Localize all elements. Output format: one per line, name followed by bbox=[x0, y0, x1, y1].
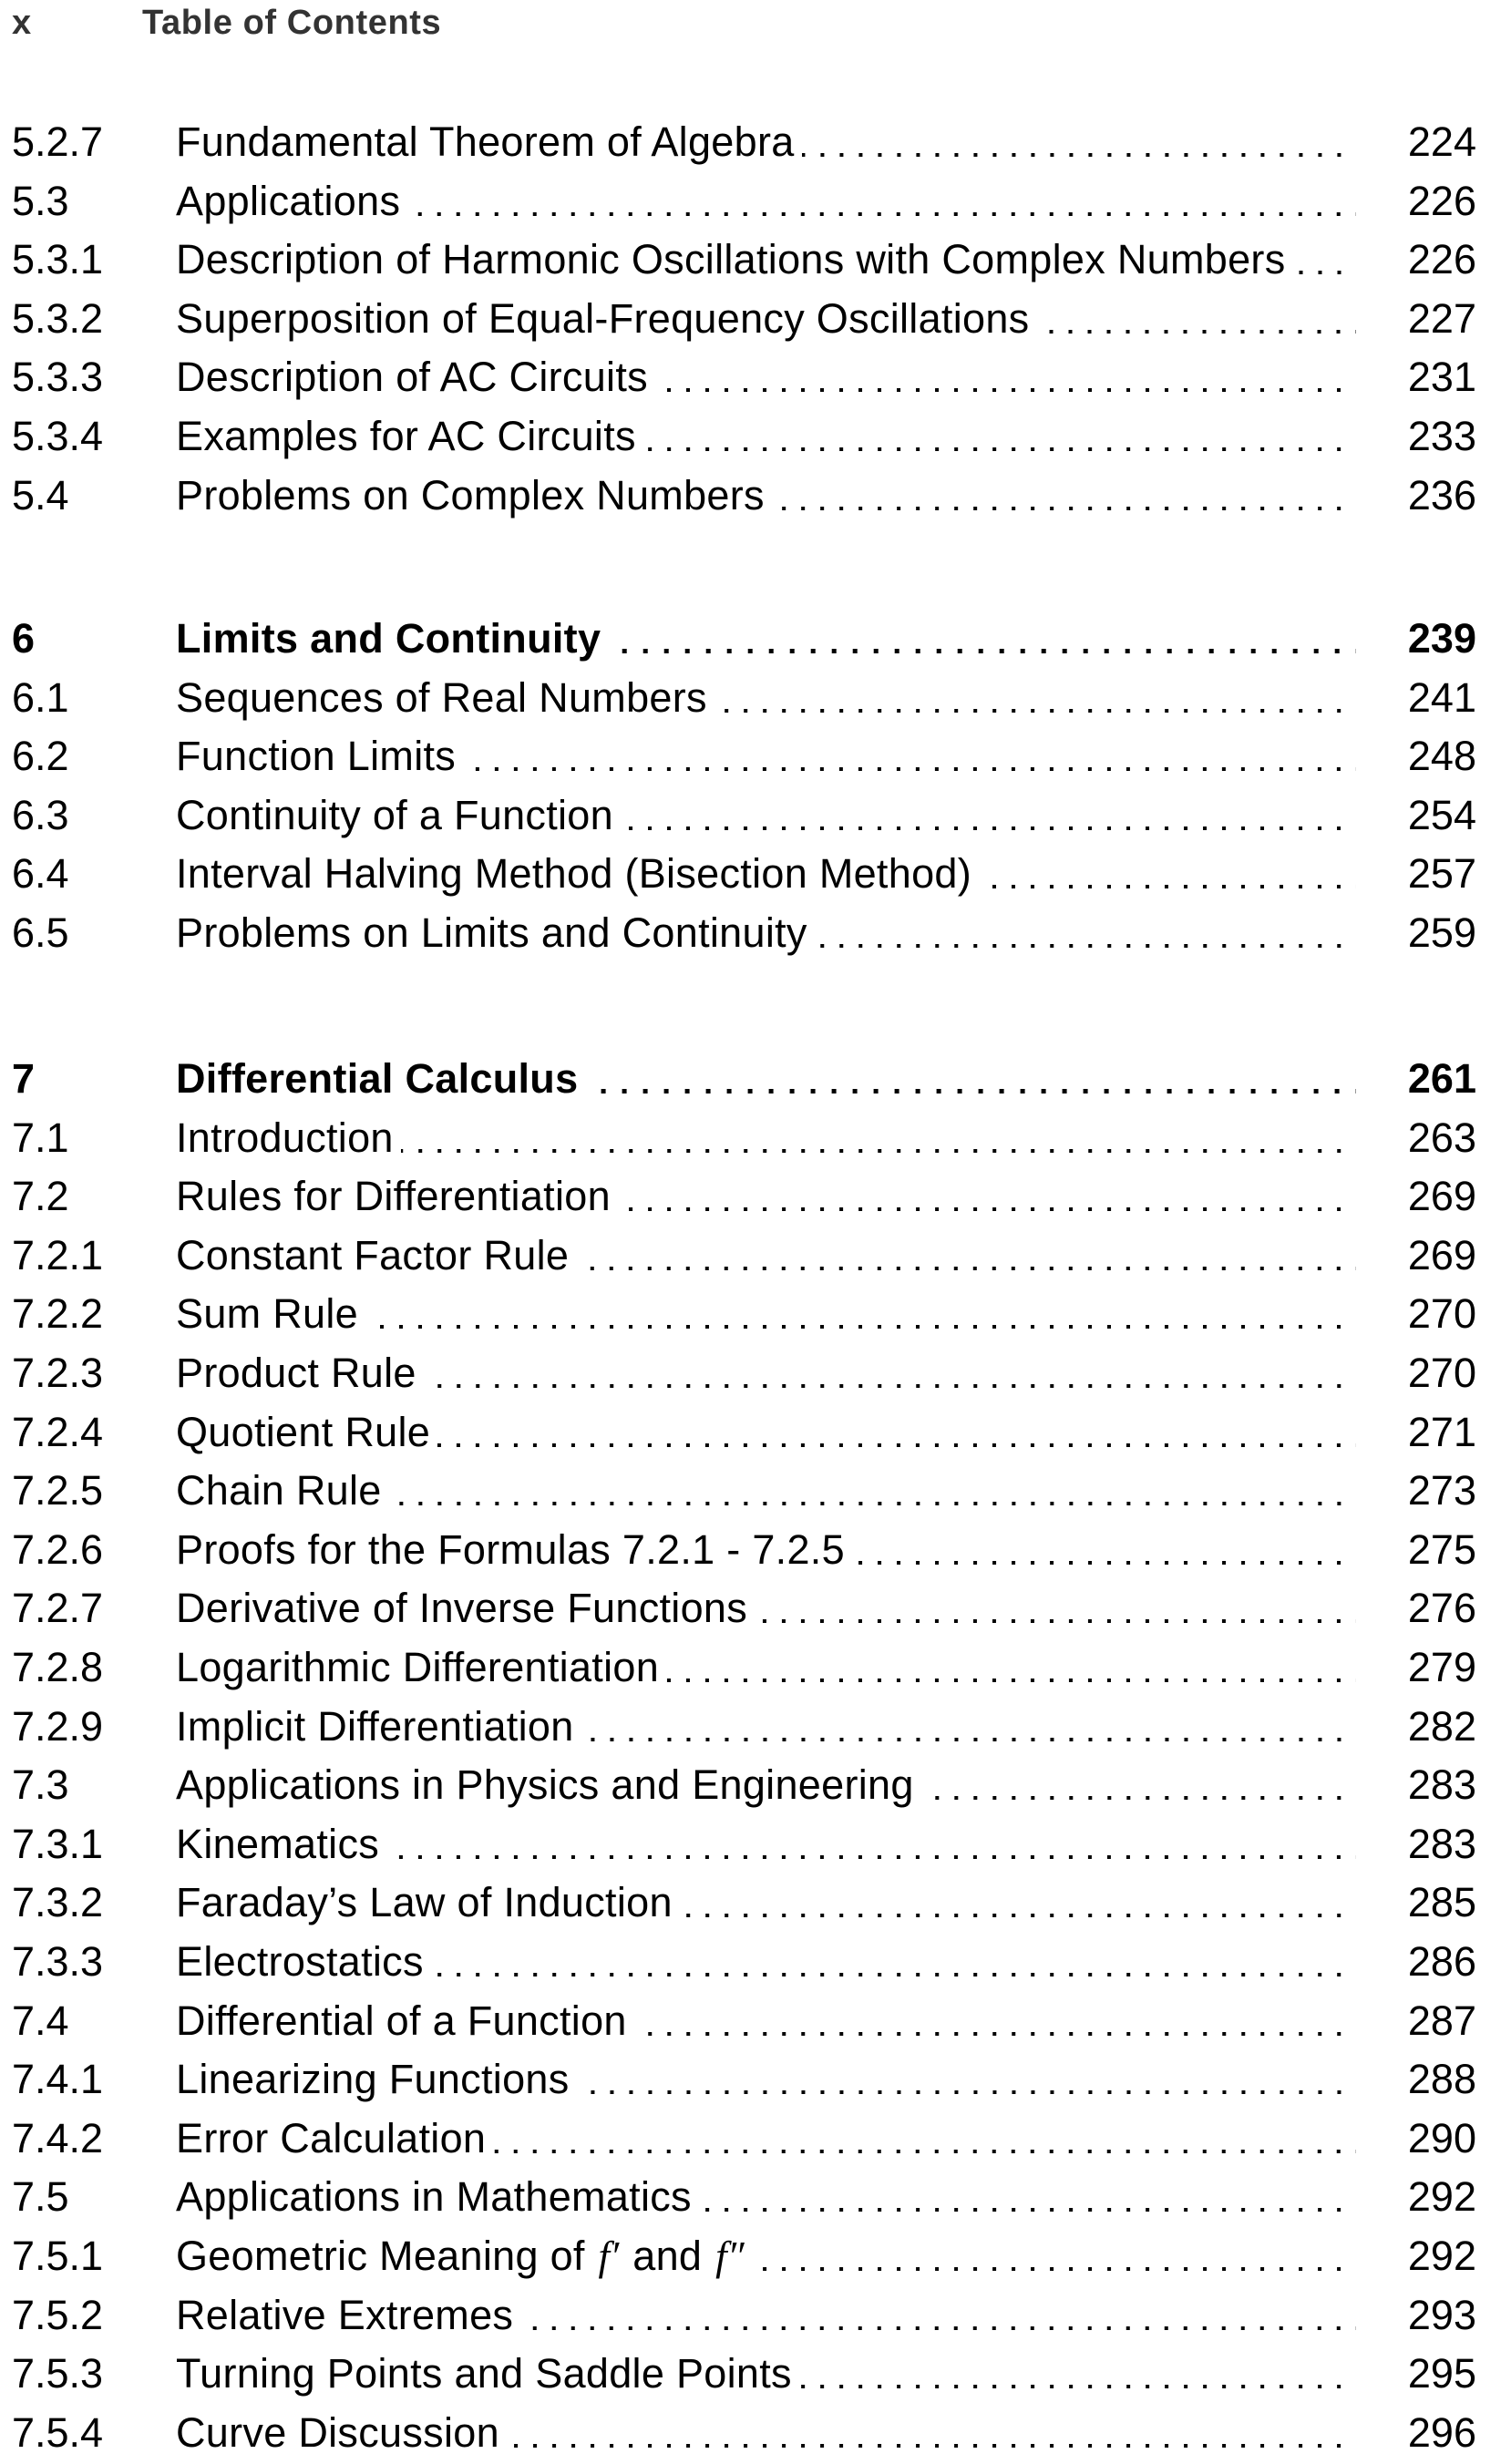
dot-leader bbox=[576, 1227, 1356, 1286]
dot-leader bbox=[852, 1521, 1356, 1580]
toc-section-entry[interactable] bbox=[12, 845, 1476, 904]
toc-entry-page-number: 286 bbox=[1407, 1938, 1476, 1985]
toc-entry-title: Continuity of a Function bbox=[176, 791, 613, 838]
toc-section-entry[interactable] bbox=[12, 1462, 1476, 1521]
toc-entry-page-number: 259 bbox=[1407, 909, 1476, 957]
toc-entry-page-number: 239 bbox=[1407, 615, 1476, 662]
toc-entry-number: 7.2.6 bbox=[12, 1525, 104, 1573]
toc-section-entry[interactable] bbox=[12, 2345, 1476, 2404]
toc-entry-number: 6.4 bbox=[12, 850, 69, 898]
toc-entry-title: Fundamental Theorem of Algebra bbox=[176, 118, 795, 166]
toc-entry-title: Applications in Mathematics bbox=[176, 2173, 692, 2221]
toc-entry-number: 7.2.8 bbox=[12, 1644, 104, 1691]
toc-entry-page-number: 287 bbox=[1407, 1997, 1476, 2044]
toc-entry-number: 7.2.1 bbox=[12, 1231, 104, 1278]
toc-entry-page-number: 257 bbox=[1407, 850, 1476, 898]
toc-entry-page-number: 270 bbox=[1407, 1350, 1476, 1397]
toc-entry-number: 7.1 bbox=[12, 1114, 69, 1161]
toc-entry-number: 7.4 bbox=[12, 1997, 69, 2044]
toc-entry-title-text: Geometric Meaning of bbox=[176, 2232, 597, 2279]
toc-section-entry[interactable] bbox=[12, 1579, 1476, 1638]
toc-entry-number: 6.3 bbox=[12, 791, 69, 838]
toc-section-entry[interactable] bbox=[12, 2110, 1476, 2169]
toc-entry-number: 7.3.1 bbox=[12, 1820, 104, 1867]
dot-leader bbox=[1293, 231, 1357, 290]
toc-section-entry[interactable] bbox=[12, 172, 1476, 231]
toc-entry-page-number: 283 bbox=[1407, 1820, 1476, 1867]
dot-leader bbox=[754, 2227, 1356, 2286]
toc-entry-page-number: 261 bbox=[1407, 1055, 1476, 1103]
dot-leader bbox=[581, 1698, 1356, 1757]
toc-section-entry[interactable] bbox=[12, 1403, 1476, 1463]
toc-entry-number: 7.2.3 bbox=[12, 1350, 104, 1397]
toc-entry-number: 7.5.4 bbox=[12, 2408, 104, 2456]
toc-entry-title: Product Rule bbox=[176, 1350, 416, 1397]
toc-section-entry[interactable] bbox=[12, 231, 1476, 290]
dot-leader bbox=[594, 1050, 1356, 1109]
toc-entry-number: 7.5.1 bbox=[12, 2232, 104, 2279]
toc-entry-title: Problems on Limits and Continuity bbox=[176, 909, 807, 957]
toc-chapter-entry[interactable] bbox=[12, 610, 1476, 669]
dot-leader bbox=[815, 904, 1356, 963]
toc-section-entry[interactable] bbox=[12, 1638, 1476, 1698]
toc-section-entry[interactable] bbox=[12, 1344, 1476, 1403]
dot-leader bbox=[979, 845, 1356, 904]
toc-entry-page-number: 275 bbox=[1407, 1525, 1476, 1573]
dot-leader bbox=[666, 1638, 1356, 1698]
toc-entry-page-number: 263 bbox=[1407, 1114, 1476, 1161]
toc-entry-page-number: 269 bbox=[1407, 1231, 1476, 1278]
toc-entry-title: Chain Rule bbox=[176, 1467, 382, 1514]
toc-entry-number: 7.2.9 bbox=[12, 1702, 104, 1750]
toc-entry-title: Relative Extremes bbox=[176, 2291, 514, 2338]
dot-leader bbox=[799, 2345, 1356, 2404]
toc-entry-page-number: 231 bbox=[1407, 354, 1476, 401]
dot-leader bbox=[643, 407, 1356, 467]
toc-section-entry[interactable] bbox=[12, 290, 1476, 349]
toc-entry-page-number: 236 bbox=[1407, 471, 1476, 518]
toc-entry-number: 7.4.1 bbox=[12, 2056, 104, 2103]
toc-entry-page-number: 285 bbox=[1407, 1879, 1476, 1926]
toc-section-entry[interactable] bbox=[12, 467, 1476, 526]
toc-entry-number: 7.2.4 bbox=[12, 1408, 104, 1455]
toc-section-entry[interactable] bbox=[12, 1756, 1476, 1815]
toc-entry-number: 5.3.3 bbox=[12, 354, 104, 401]
toc-entry-title: Sequences of Real Numbers bbox=[176, 673, 707, 721]
header-page-number: x bbox=[12, 4, 32, 42]
toc-entry-title: Examples for AC Circuits bbox=[176, 413, 636, 460]
toc-section-entry[interactable] bbox=[12, 1992, 1476, 2051]
toc-entry-number: 7.3 bbox=[12, 1761, 69, 1809]
toc-entry-title: Introduction bbox=[176, 1114, 394, 1161]
toc-entry-number: 7.2 bbox=[12, 1173, 69, 1220]
toc-entry-number: 7 bbox=[12, 1055, 36, 1103]
dot-leader bbox=[507, 2404, 1356, 2463]
toc-section-entry[interactable] bbox=[12, 727, 1476, 786]
toc-section-entry[interactable] bbox=[12, 669, 1476, 728]
toc-entry-page-number: 292 bbox=[1407, 2173, 1476, 2221]
dot-leader bbox=[401, 1109, 1356, 1168]
toc-entry-title: Sum Rule bbox=[176, 1290, 358, 1338]
toc-entry-title: Superposition of Equal-Frequency Oscillations bbox=[176, 294, 1030, 342]
dot-leader bbox=[365, 1285, 1356, 1344]
toc-entry-number: 6.2 bbox=[12, 733, 69, 780]
toc-entry-title: Turning Points and Saddle Points bbox=[176, 2350, 792, 2397]
dot-leader bbox=[699, 2168, 1356, 2227]
toc-entry-number: 7.3.2 bbox=[12, 1879, 104, 1926]
math-symbol: f′ bbox=[598, 2233, 620, 2279]
toc-section-entry[interactable] bbox=[12, 904, 1476, 963]
dot-leader bbox=[386, 1815, 1356, 1874]
toc-section-entry[interactable] bbox=[12, 786, 1476, 846]
dot-leader bbox=[621, 786, 1356, 846]
toc-section-entry[interactable] bbox=[12, 1698, 1476, 1757]
toc-section-entry[interactable] bbox=[12, 407, 1476, 467]
toc-entry-page-number: 282 bbox=[1407, 1702, 1476, 1750]
toc-entry-page-number: 273 bbox=[1407, 1467, 1476, 1514]
toc-section-entry[interactable] bbox=[12, 1167, 1476, 1227]
dot-leader bbox=[634, 1992, 1356, 2051]
toc-entry-title: Rules for Differentiation bbox=[176, 1173, 611, 1220]
toc-entry-number: 7.3.3 bbox=[12, 1938, 104, 1985]
toc-entry-page-number: 254 bbox=[1407, 791, 1476, 838]
dot-leader bbox=[802, 113, 1356, 172]
toc-entry-page-number: 293 bbox=[1407, 2291, 1476, 2338]
dot-leader bbox=[463, 727, 1356, 786]
dot-leader bbox=[389, 1462, 1356, 1521]
toc-entry-number: 7.5 bbox=[12, 2173, 69, 2221]
toc-entry-page-number: 296 bbox=[1407, 2408, 1476, 2456]
dot-leader bbox=[493, 2110, 1356, 2169]
toc-section-entry[interactable] bbox=[12, 1109, 1476, 1168]
toc-entry-number: 5.3.2 bbox=[12, 294, 104, 342]
toc-section-entry[interactable] bbox=[12, 2168, 1476, 2227]
toc-entry-title: Linearizing Functions bbox=[176, 2056, 570, 2103]
toc-section-entry[interactable] bbox=[12, 113, 1476, 172]
toc-entry-page-number: 292 bbox=[1407, 2232, 1476, 2279]
toc-entry-number: 5.4 bbox=[12, 471, 69, 518]
toc-entry-page-number: 271 bbox=[1407, 1408, 1476, 1455]
toc-entry-page-number: 233 bbox=[1407, 413, 1476, 460]
toc-entry-page-number: 241 bbox=[1407, 673, 1476, 721]
header-title: Table of Contents bbox=[142, 4, 442, 42]
toc-entry-title: Error Calculation bbox=[176, 2114, 487, 2161]
toc-entry-title-text: and bbox=[621, 2232, 714, 2279]
toc-entry-page-number: 226 bbox=[1407, 177, 1476, 224]
toc-entry-page-number: 295 bbox=[1407, 2350, 1476, 2397]
dot-leader bbox=[921, 1756, 1356, 1815]
toc-entry-title: Differential Calculus bbox=[176, 1055, 579, 1103]
dot-leader bbox=[577, 2050, 1356, 2110]
dot-leader bbox=[755, 1579, 1356, 1638]
toc-entry-page-number: 227 bbox=[1407, 294, 1476, 342]
toc-entry-page-number: 269 bbox=[1407, 1173, 1476, 1220]
toc-entry-title: Interval Halving Method (Bisection Method) bbox=[176, 850, 972, 898]
dot-leader bbox=[714, 669, 1356, 728]
toc-section-entry[interactable] bbox=[12, 1933, 1476, 1992]
toc-section-entry[interactable] bbox=[12, 1815, 1476, 1874]
toc-entry-title: Applications in Physics and Engineering bbox=[176, 1761, 914, 1809]
toc-entry-title: Problems on Complex Numbers bbox=[176, 471, 765, 518]
toc-entry-page-number: 279 bbox=[1407, 1644, 1476, 1691]
toc-entry-title: Function Limits bbox=[176, 733, 457, 780]
toc-entry-number: 5.3 bbox=[12, 177, 69, 224]
toc-chapter-group bbox=[12, 610, 1476, 963]
toc-entry-number: 7.5.2 bbox=[12, 2291, 104, 2338]
toc-entry-title: Description of Harmonic Oscillations with Complex Numbers bbox=[176, 236, 1286, 283]
toc-entry-title: Quotient Rule bbox=[176, 1408, 431, 1455]
toc-entry-number: 5.3.4 bbox=[12, 413, 104, 460]
dot-leader bbox=[1036, 290, 1356, 349]
toc-entry-page-number: 270 bbox=[1407, 1290, 1476, 1338]
toc-entry-number: 7.2.2 bbox=[12, 1290, 104, 1338]
toc-entry-number: 7.2.5 bbox=[12, 1467, 104, 1514]
toc-entry-page-number: 288 bbox=[1407, 2056, 1476, 2103]
toc-section-entry[interactable] bbox=[12, 1874, 1476, 1933]
toc-entry-title: Logarithmic Differentiation bbox=[176, 1644, 660, 1691]
dot-leader bbox=[437, 1403, 1356, 1463]
toc-entry-title: Electrostatics bbox=[176, 1938, 424, 1985]
table-of-contents bbox=[12, 0, 1476, 2464]
toc-section-entry[interactable] bbox=[12, 1227, 1476, 1286]
toc-entry-page-number: 248 bbox=[1407, 733, 1476, 780]
toc-entry-number: 7.5.3 bbox=[12, 2350, 104, 2397]
toc-chapter-entry[interactable] bbox=[12, 1050, 1476, 1109]
toc-entry-title: Constant Factor Rule bbox=[176, 1231, 570, 1278]
toc-entry-title bbox=[176, 2227, 746, 2286]
dot-leader bbox=[407, 172, 1356, 231]
dot-leader bbox=[431, 1933, 1356, 1992]
toc-entry-title: Derivative of Inverse Functions bbox=[176, 1585, 748, 1632]
toc-section-entry[interactable] bbox=[12, 2286, 1476, 2346]
toc-entry-title: Applications bbox=[176, 177, 401, 224]
toc-section-entry[interactable] bbox=[12, 1285, 1476, 1344]
toc-entry-page-number: 224 bbox=[1407, 118, 1476, 166]
toc-entry-title: Implicit Differentiation bbox=[176, 1702, 574, 1750]
dot-leader bbox=[680, 1874, 1356, 1933]
dot-leader bbox=[772, 467, 1356, 526]
toc-entry-number: 5.3.1 bbox=[12, 236, 104, 283]
toc-section-entry[interactable] bbox=[12, 2227, 1476, 2286]
dot-leader bbox=[618, 1167, 1356, 1227]
toc-entry-page-number: 276 bbox=[1407, 1585, 1476, 1632]
toc-entry-number: 7.2.7 bbox=[12, 1585, 104, 1632]
toc-entry-title: Curve Discussion bbox=[176, 2408, 499, 2456]
toc-entry-number: 6.1 bbox=[12, 673, 69, 721]
dot-leader bbox=[617, 610, 1356, 669]
toc-entry-page-number: 226 bbox=[1407, 236, 1476, 283]
toc-entry-title: Description of AC Circuits bbox=[176, 354, 648, 401]
toc-section-entry[interactable] bbox=[12, 2050, 1476, 2110]
dot-leader bbox=[424, 1344, 1356, 1403]
toc-chapter-group bbox=[12, 1050, 1476, 2462]
toc-entry-page-number: 283 bbox=[1407, 1761, 1476, 1809]
toc-entry-title: Proofs for the Formulas 7.2.1 - 7.2.5 bbox=[176, 1525, 845, 1573]
toc-entry-number: 6.5 bbox=[12, 909, 69, 957]
toc-section-entry[interactable] bbox=[12, 348, 1476, 407]
dot-leader bbox=[655, 348, 1356, 407]
toc-section-entry[interactable] bbox=[12, 2404, 1476, 2463]
toc-section-entry[interactable] bbox=[12, 1521, 1476, 1580]
toc-entry-number: 7.4.2 bbox=[12, 2114, 104, 2161]
toc-entry-title: Limits and Continuity bbox=[176, 615, 601, 662]
toc-entry-title: Faraday’s Law of Induction bbox=[176, 1879, 673, 1926]
toc-entry-page-number: 290 bbox=[1407, 2114, 1476, 2161]
toc-entry-title: Differential of a Function bbox=[176, 1997, 627, 2044]
toc-entry-number: 6 bbox=[12, 615, 36, 662]
toc-entry-number: 5.2.7 bbox=[12, 118, 104, 166]
dot-leader bbox=[520, 2286, 1356, 2346]
math-symbol: f″ bbox=[715, 2233, 745, 2279]
toc-entry-title: Kinematics bbox=[176, 1820, 380, 1867]
toc-chapter-group bbox=[12, 113, 1476, 525]
